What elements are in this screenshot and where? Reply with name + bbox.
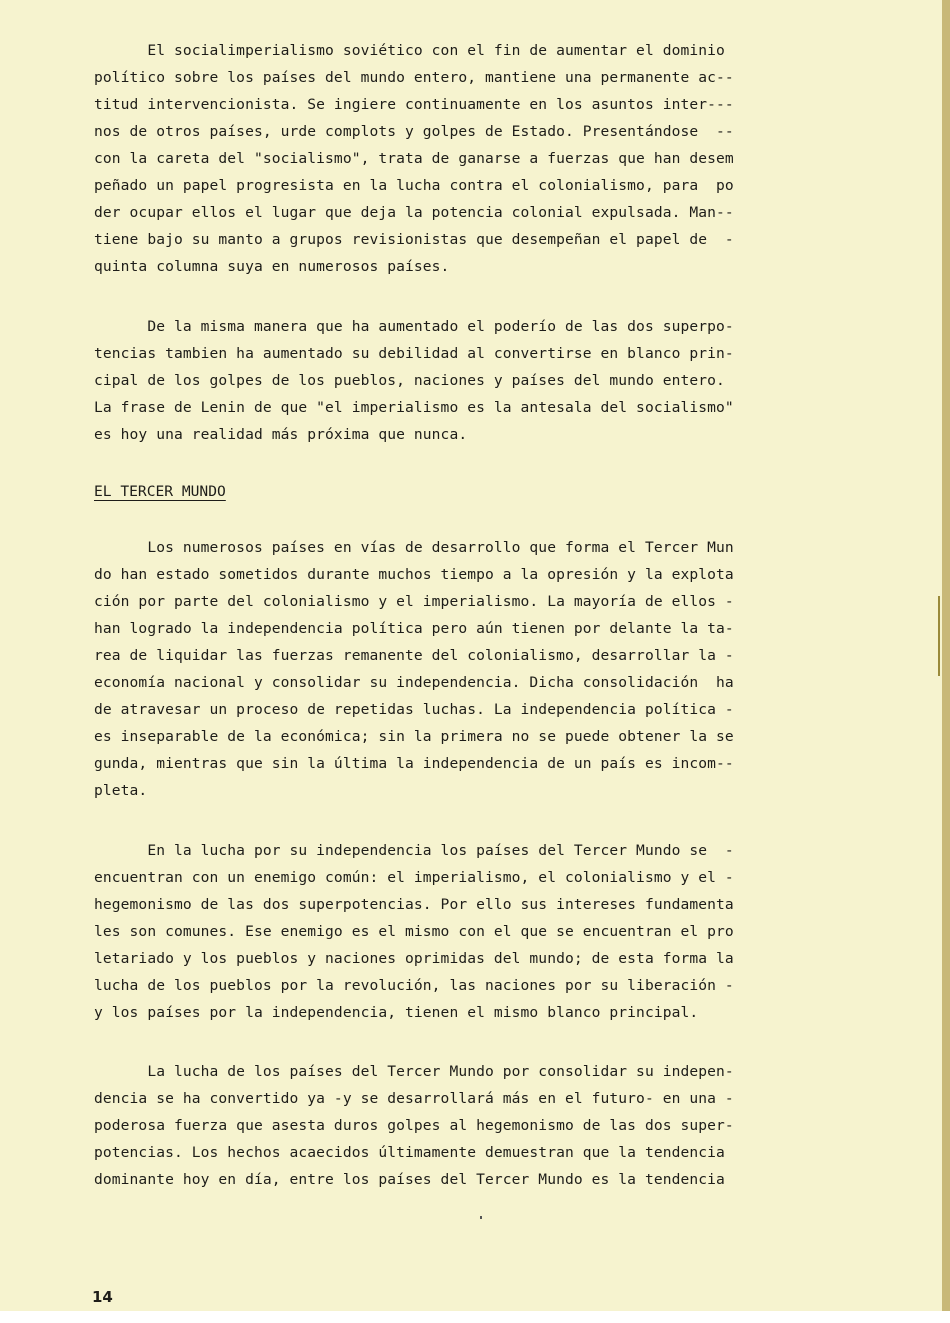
scan-bottom-margin bbox=[0, 1311, 950, 1323]
section-heading: EL TERCER MUNDO bbox=[94, 483, 226, 500]
paragraph-superpotencias: De la misma manera que ha aumentado el poderío de las dos superpo- tencias tambien ha aumentado su debilidad al convertirse en blanco prin- cipal de los golpes de los pueblos, naciones y países del mundo entero. La frase de Lenin de que "el imperialismo es la antesala del socialismo" es hoy una realidad más próxima que nunca. bbox=[94, 318, 734, 443]
stray-ink-mark bbox=[480, 1216, 482, 1219]
binding-mark bbox=[938, 596, 944, 676]
paragraph-socialimperialismo: El socialimperialismo soviético con el fin de aumentar el dominio político sobre los países del mundo entero, mantiene una permanente ac-- titud intervencionista. Se ingiere continuamente en los asuntos inter--- nos de otros países, urde complots y golpes de Estado. Presentándose -- con la careta del "socialismo", trata de ganarse a fuerzas que han desem peñado un papel progresista en la lucha contra el colonialismo, para po der ocupar ellos el lugar que deja la potencia colonial expulsada. Man-- tiene bajo su manto a grupos revisionistas que desempeñan el papel de - quinta columna suya en numerosos países. bbox=[94, 42, 734, 275]
paragraph-lucha-independencia: La lucha de los países del Tercer Mundo por consolidar su indepen- dencia se ha convertido ya -y se desarrollará más en el futuro- en una - poderosa fuerza que asesta duros golpes al hegemonismo de las dos super- potencias. Los hechos acaecidos últimamente demuestran que la tendencia dominante hoy en día, entre los países del Tercer Mundo es la tendencia bbox=[94, 1063, 734, 1188]
paragraph-paises-desarrollo: Los numerosos países en vías de desarrollo que forma el Tercer Mun do han estado sometidos durante muchos tiempo a la opresión y la explota ción por parte del colonialismo y el imperialismo. La mayoría de ellos - han logrado la independencia política pero aún tienen por delante la ta- rea de liquidar las fuerzas remanente del colonialismo, desarrollar la - economía nacional y consolidar su independencia. Dicha consolidación ha de atravesar un proceso de repetidas luchas. La independencia política - es inseparable de la económica; sin la primera no se puede obtener la se gunda, mientras que sin la última la independencia de un país es incom-- pleta. bbox=[94, 539, 734, 799]
paragraph-enemigo-comun: En la lucha por su independencia los países del Tercer Mundo se - encuentran con un enemigo común: el imperialismo, el colonialismo y el - hegemonismo de las dos superpotencias. Por ello sus intereses fundamenta les son comunes. Ese enemigo es el mismo con el que se encuentran el pro letariado y los pueblos y naciones oprimidas del mundo; de esta forma la lucha de los pueblos por la revolución, las naciones por su liberación - y los países por la independencia, tienen el mismo blanco principal. bbox=[94, 842, 734, 1021]
page-number: 14 bbox=[92, 1288, 113, 1306]
